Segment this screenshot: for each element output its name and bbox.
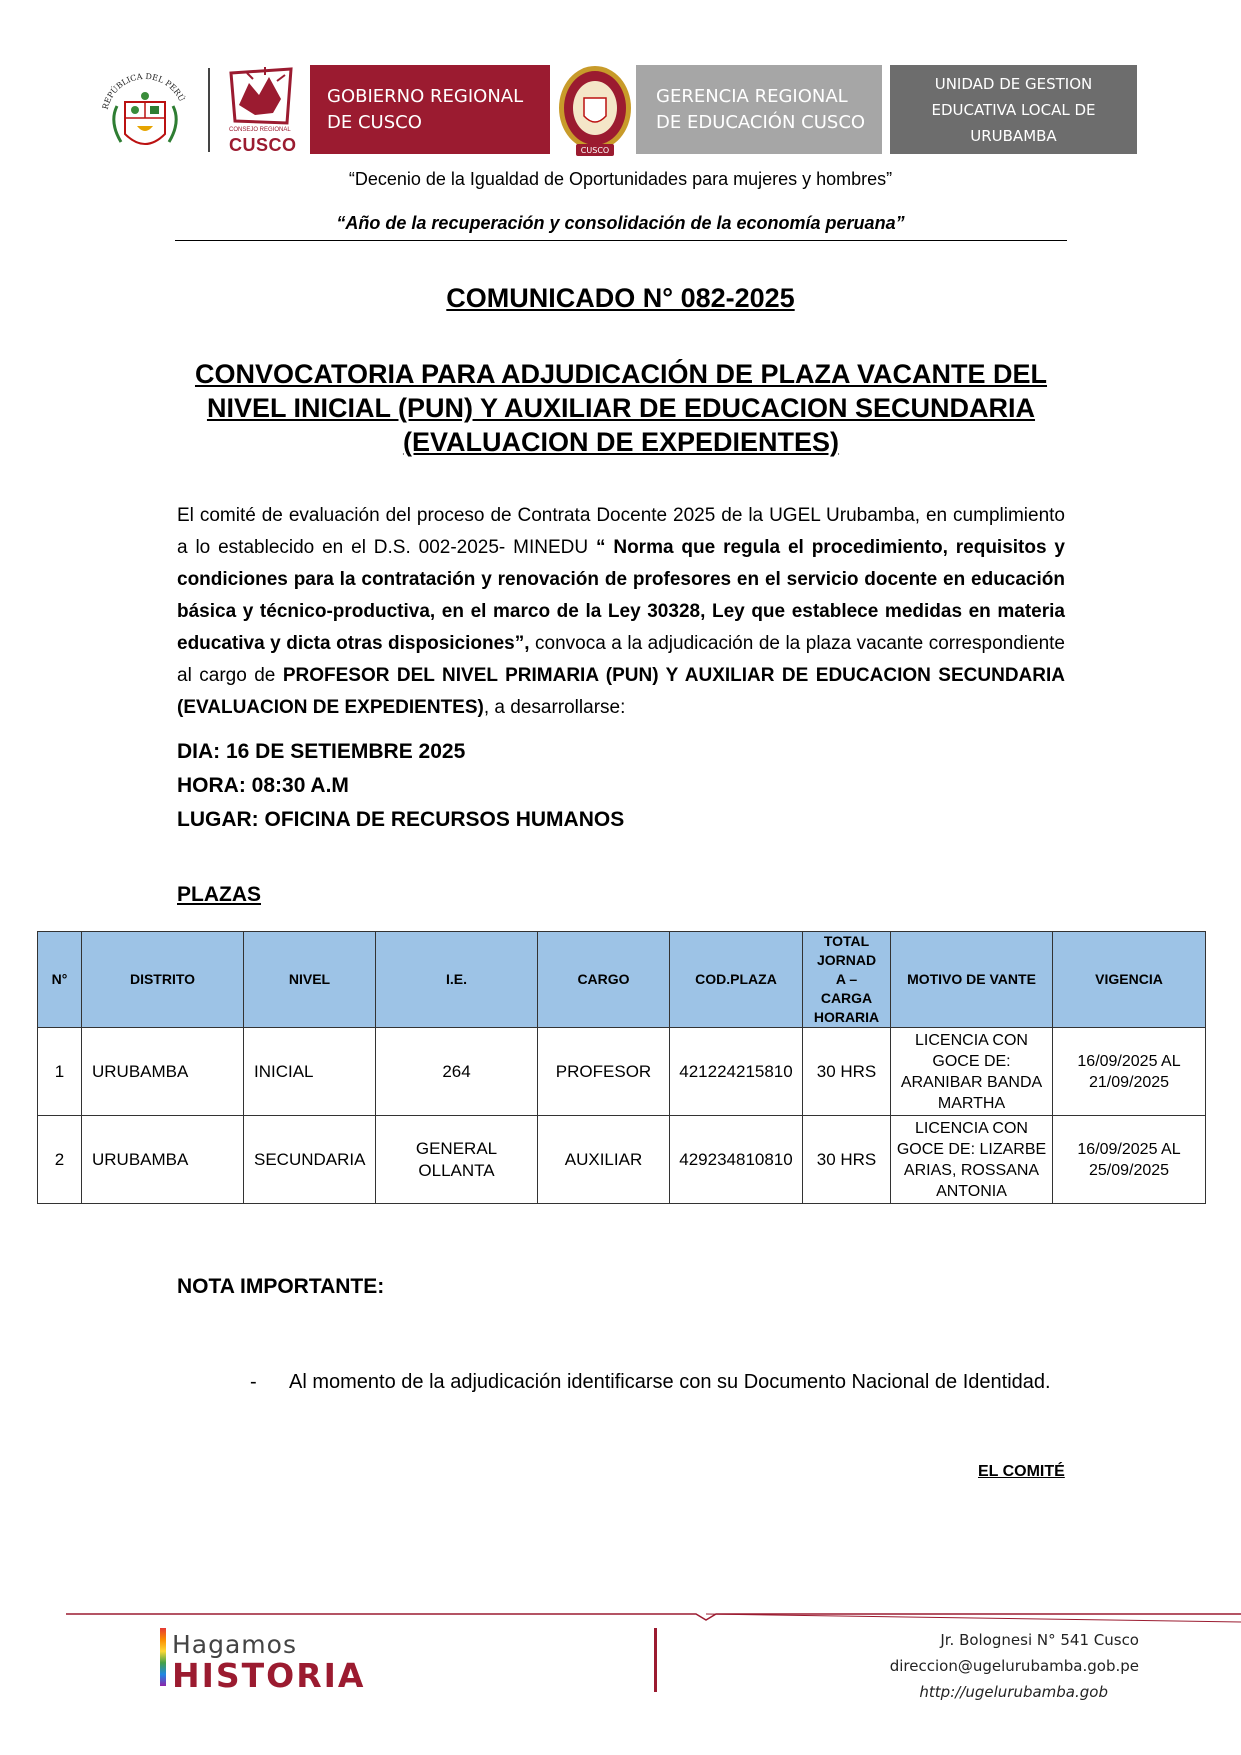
comunicado-title: COMUNICADO N° 082-2025 [446, 283, 795, 313]
cell-ie: GENERAL OLLANTA [376, 1116, 538, 1204]
footer-email[interactable]: direccion@ugelurubamba.gob.pe [889, 1657, 1139, 1675]
header-rule [175, 240, 1067, 241]
event-details [177, 735, 624, 837]
intro-text-1: El comité de evaluación del proceso de Contrata Docente 2025 de la UGEL Urubamba, en cumplimiento a lo establecido en el D.S. 002-2025- MINEDU [177, 505, 1065, 558]
ugel-line-3: URUBAMBA [970, 126, 1057, 145]
gobierno-line-1: GOBIERNO REGIONAL [327, 85, 524, 107]
cell-cargo: AUXILIAR [538, 1116, 670, 1204]
gobierno-line-2: DE CUSCO [327, 111, 422, 133]
gerencia-regional-box [636, 65, 882, 154]
table-row [38, 1028, 1206, 1116]
cusco-logo-small: CONSEJO REGIONAL [229, 127, 291, 133]
event-date: DIA: 16 DE SETIEMBRE 2025 [177, 740, 466, 763]
cell-jornada: 30 HRS [803, 1116, 891, 1204]
cell-nivel: INICIAL [244, 1028, 376, 1116]
cell-n: 2 [38, 1116, 82, 1204]
ugel-line-1: UNIDAD DE GESTION [934, 74, 1093, 93]
cell-cargo: PROFESOR [538, 1028, 670, 1116]
year-motto: “Año de la recuperación y consolidación de la economía peruana” [336, 213, 905, 233]
plazas-title: PLAZAS [177, 883, 261, 906]
header-cell-jornada [803, 932, 891, 1028]
footer-historia: HISTORIA [172, 1656, 366, 1695]
cell-vigencia: 16/09/2025 AL 25/09/2025 [1053, 1116, 1206, 1204]
intro-text-3: , a desarrollarse: [483, 697, 626, 718]
note-text: Al momento de la adjudicación identificarse con su Documento Nacional de Identidad. [289, 1371, 1051, 1393]
cell-jornada: 30 HRS [803, 1028, 891, 1116]
footer-contact [890, 1627, 1139, 1679]
cell-cod-plaza: 421224215810 [670, 1028, 803, 1116]
cell-vigencia: 16/09/2025 AL 21/09/2025 [1053, 1028, 1206, 1116]
seal-gre-text: CUSCO [580, 146, 610, 155]
cusco-region-logo [225, 65, 305, 155]
intro-text-2: convoca a la adjudicación de la plaza vacante correspondiente al cargo de [177, 633, 1065, 686]
header-cell-motivo: MOTIVO DE VANTE [891, 932, 1053, 1028]
header-cell-distrito: DISTRITO [82, 932, 244, 1028]
gerencia-regional-seal-icon [556, 64, 634, 158]
header-cell-cod-plaza: COD.PLAZA [670, 932, 803, 1028]
header-cell-cargo: CARGO [538, 932, 670, 1028]
peru-coat-of-arms-icon [95, 62, 195, 162]
cell-n: 1 [38, 1028, 82, 1116]
ugel-box [890, 65, 1137, 154]
intro-bold-1: “ Norma que regula el procedimiento, requisitos y condiciones para la contratación y renovación de profesores en el servicio docente en educación básica y técnico-productiva, en el marco de la Ley 30328, Ley que establece medidas en materia educativa y dicta otras disposiciones”, [177, 537, 1065, 654]
intro-bold-2: PROFESOR DEL NIVEL PRIMARIA (PUN) Y AUXILIAR DE EDUCACION SECUNDARIA (EVALUACION DE EXPEDIENTES) [177, 665, 1065, 718]
plazas-table [37, 931, 1206, 1204]
footer-rule [66, 1608, 1241, 1628]
convocatoria-title: CONVOCATORIA PARA ADJUDICACIÓN DE PLAZA VACANTE DEL NIVEL INICIAL (PUN) Y AUXILIAR DE EDUCACION SECUNDARIA (EVALUACION DE EXPEDIENTES) [194, 359, 1048, 457]
cell-distrito: URUBAMBA [82, 1116, 244, 1204]
jornada-line-3: A – [835, 971, 858, 987]
hagamos-historia-stripe [160, 1628, 166, 1686]
cell-distrito: URUBAMBA [82, 1028, 244, 1116]
footer-divider [654, 1628, 657, 1692]
table-header-row [38, 932, 1206, 1028]
decenio-motto: “Decenio de la Igualdad de Oportunidades para mujeres y hombres” [348, 169, 893, 189]
jornada-line-4: CARGA [820, 990, 873, 1006]
footer-hagamos: Hagamos [172, 1630, 297, 1659]
cell-motivo: LICENCIA CON GOCE DE: ARANIBAR BANDA MARTHA [891, 1028, 1053, 1116]
signature-comite: EL COMITÉ [978, 1463, 1065, 1480]
header-cell-vigencia: VIGENCIA [1053, 932, 1206, 1028]
cusco-logo-word: CUSCO [229, 135, 297, 155]
header-divider [208, 68, 210, 152]
gobierno-regional-box [310, 65, 550, 154]
header-cell-ie: I.E. [376, 932, 538, 1028]
footer-website-link[interactable]: http://ugelurubamba.gob [919, 1683, 1108, 1701]
ugel-line-2: EDUCATIVA LOCAL DE [931, 100, 1096, 119]
header-cell-n: N° [38, 932, 82, 1028]
footer-address: Jr. Bolognesi N° 541 Cusco [940, 1631, 1139, 1649]
event-time: HORA: 08:30 A.M [177, 774, 349, 797]
seal-peru-text: REPÚBLICA DEL PERÚ [100, 71, 187, 111]
gerencia-line-1: GERENCIA REGIONAL [656, 85, 848, 107]
cusco-map-icon [225, 65, 297, 127]
intro-paragraph [177, 500, 1065, 724]
jornada-line-2: JORNAD [816, 952, 877, 968]
header-cell-nivel: NIVEL [244, 932, 376, 1028]
cell-motivo: LICENCIA CON GOCE DE: LIZARBE ARIAS, ROSSANA ANTONIA [891, 1116, 1053, 1204]
table-row [38, 1116, 1206, 1204]
jornada-line-5: HORARIA [813, 1009, 880, 1025]
event-place: LUGAR: OFICINA DE RECURSOS HUMANOS [177, 808, 625, 831]
cell-nivel: SECUNDARIA [244, 1116, 376, 1204]
note-bullet: - [250, 1371, 257, 1393]
gerencia-line-2: DE EDUCACIÓN CUSCO [656, 111, 866, 133]
cell-ie: 264 [376, 1028, 538, 1116]
cell-cod-plaza: 429234810810 [670, 1116, 803, 1204]
nota-title: NOTA IMPORTANTE: [177, 1275, 385, 1298]
jornada-line-1: TOTAL [823, 933, 870, 949]
